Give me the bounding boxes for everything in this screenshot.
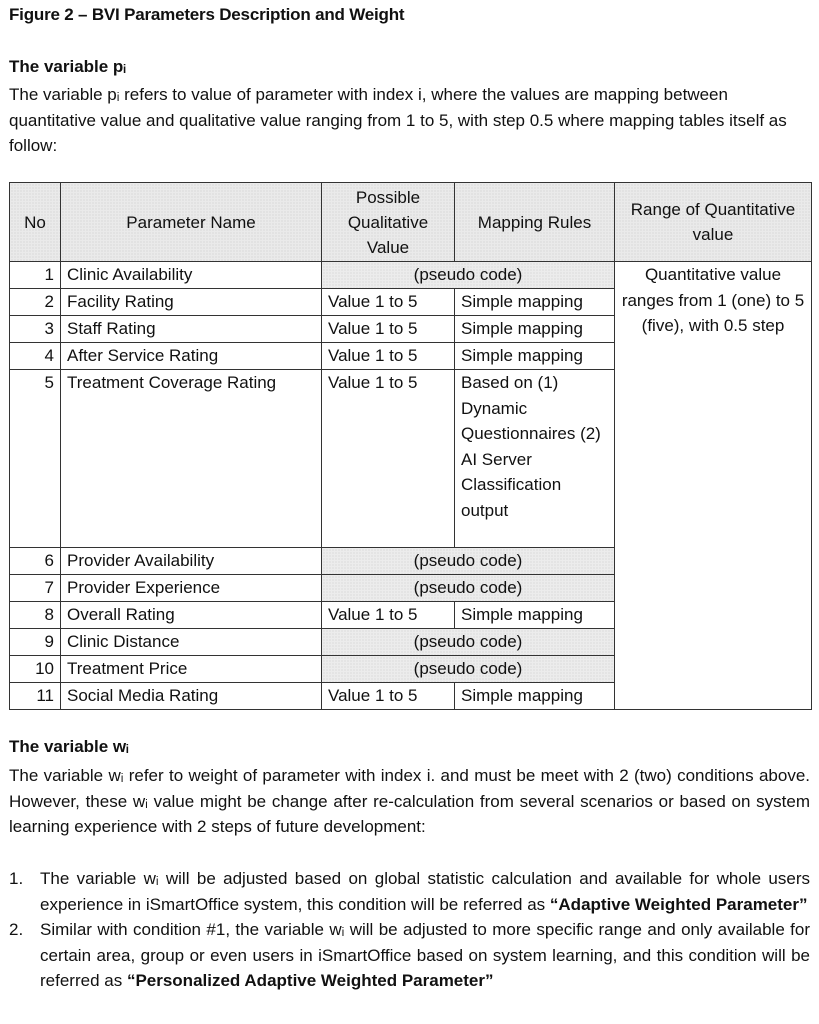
row-mapping-rule: Simple mapping [455,683,615,710]
list-item [9,917,810,994]
row-parameter-name: Provider Experience [61,575,322,602]
list-number: 1. [9,869,24,888]
row-no: 10 [10,656,61,683]
figure-title: Figure 2 – BVI Parameters Description and Weight [9,5,405,24]
row-no: 7 [10,575,61,602]
conditions-list [9,866,810,994]
row-no: 11 [10,683,61,710]
header-no: No [10,183,61,262]
row-qualitative-value: Value 1 to 5 [322,343,455,370]
row-no: 1 [10,262,61,289]
row-no: 2 [10,289,61,316]
condition-term: “Personalized Adaptive Weighted Parameter” [126,971,494,990]
row-parameter-name: Social Media Rating [61,683,322,710]
row-pseudo-code: (pseudo code) [322,262,615,289]
header-mapping-rules: Mapping Rules [455,183,615,262]
section-w-heading: The variable wᵢ [9,737,129,756]
table-row [10,262,812,289]
row-mapping-rule: Simple mapping [455,602,615,629]
section-p-paragraph: The variable pᵢ refers to value of parameter with index i, where the values are mapping between quantitative value and qualitative value ranging from 1 to 5, with step 0.5 where mapping tables itself as follow: [9,85,787,155]
row-parameter-name: Overall Rating [61,602,322,629]
header-qualitative-value: Possible Qualitative Value [322,183,455,262]
row-parameter-name: After Service Rating [61,343,322,370]
table-header-row [10,183,812,262]
row-parameter-name: Facility Rating [61,289,322,316]
row-mapping-rule: Based on (1) Dynamic Questionnaires (2) AI Server Classification output [455,370,615,548]
quantitative-range-cell: Quantitative value ranges from 1 (one) to 5 (five), with 0.5 step [615,262,812,710]
row-mapping-rule: Simple mapping [455,289,615,316]
row-pseudo-code: (pseudo code) [322,575,615,602]
row-parameter-name: Staff Rating [61,316,322,343]
section-w-paragraph: The variable wᵢ refer to weight of parameter with index i. and must be meet with 2 (two) conditions above. However, these wᵢ value might be change after re-calculation from several scenarios or based on system learning experience with 2 steps of future development: [9,766,810,836]
row-parameter-name: Provider Availability [61,548,322,575]
row-mapping-rule: Simple mapping [455,343,615,370]
row-parameter-name: Treatment Coverage Rating [61,370,322,548]
row-mapping-rule: Simple mapping [455,316,615,343]
header-parameter-name: Parameter Name [61,183,322,262]
row-no: 6 [10,548,61,575]
row-parameter-name: Treatment Price [61,656,322,683]
row-parameter-name: Clinic Availability [61,262,322,289]
list-number: 2. [9,920,24,939]
section-p-heading: The variable pᵢ [9,57,126,76]
row-qualitative-value: Value 1 to 5 [322,602,455,629]
row-qualitative-value: Value 1 to 5 [322,370,455,548]
row-no: 5 [10,370,61,548]
row-no: 4 [10,343,61,370]
row-qualitative-value: Value 1 to 5 [322,289,455,316]
row-qualitative-value: Value 1 to 5 [322,683,455,710]
condition-text: Similar with condition #1, the variable wᵢ will be adjusted to more specific range and only available for certain area, group or even users in iSmartOffice based on system learning, and this condition will be referred as [40,920,810,990]
list-item [9,866,810,917]
row-no: 8 [10,602,61,629]
row-pseudo-code: (pseudo code) [322,548,615,575]
header-quantitative-range: Range of Quantitative value [615,183,812,262]
row-no: 3 [10,316,61,343]
row-parameter-name: Clinic Distance [61,629,322,656]
condition-text: The variable wᵢ will be adjusted based on global statistic calculation and available for whole users experience in iSmartOffice system, this condition will be referred as [40,869,810,914]
row-pseudo-code: (pseudo code) [322,656,615,683]
row-pseudo-code: (pseudo code) [322,629,615,656]
condition-term: “Adaptive Weighted Parameter” [549,894,808,914]
bvi-parameter-table [9,182,812,710]
row-no: 9 [10,629,61,656]
row-qualitative-value: Value 1 to 5 [322,316,455,343]
